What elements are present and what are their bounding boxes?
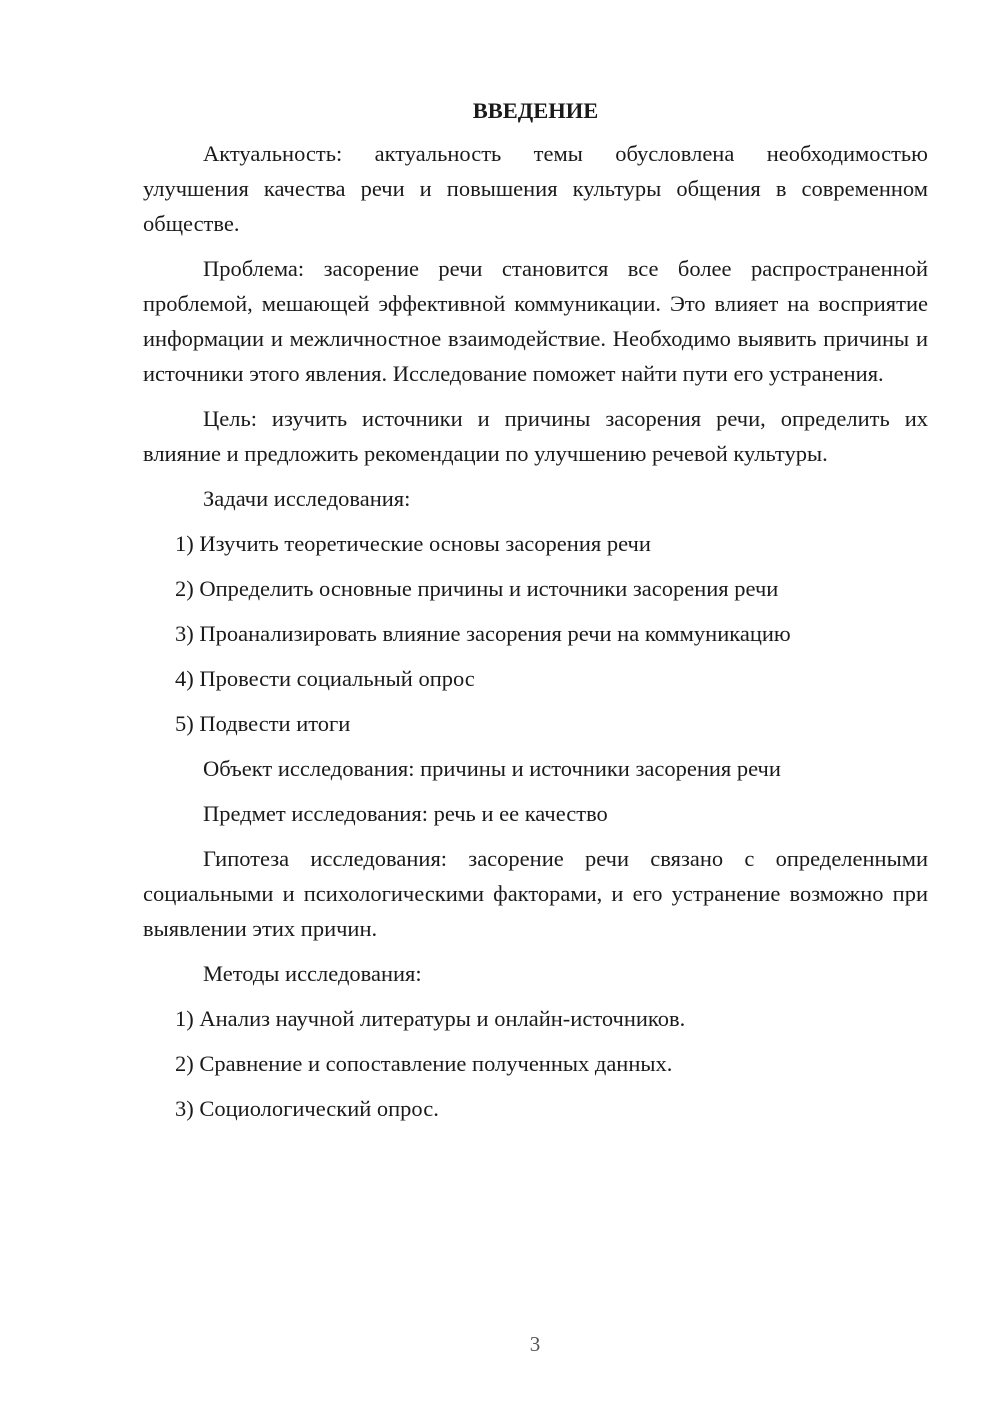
page-number: 3 (529, 1332, 541, 1356)
page-content (143, 96, 928, 1136)
list-item: 5) Подвести итоги (175, 711, 351, 736)
problem-paragraph: Проблема: засорение речи становится все более распространенной проблемой, мешающей эффективной коммуникации. Это влияет на восприятие информации и межличностное взаимодействие. Необходимо выявить причины и источники этого явления. Исследование поможет найти пути его устранения. (143, 256, 928, 386)
list-item: 1) Изучить теоретические основы засорения речи (175, 531, 651, 556)
section-heading: ВВЕДЕНИЕ (472, 98, 599, 123)
subject-line: Предмет исследования: речь и ее качество (203, 801, 608, 826)
list-item: 2) Сравнение и сопоставление полученных данных. (175, 1051, 673, 1076)
relevance-paragraph: Актуальность: актуальность темы обусловлена необходимостью улучшения качества речи и повышения культуры общения в современном обществе. (143, 141, 928, 236)
goal-paragraph: Цель: изучить источники и причины засорения речи, определить их влияние и предложить рекомендации по улучшению речевой культуры. (143, 406, 928, 466)
list-item: 4) Провести социальный опрос (175, 666, 475, 691)
list-item: 3) Проанализировать влияние засорения речи на коммуникацию (175, 621, 791, 646)
list-item: 2) Определить основные причины и источники засорения речи (175, 576, 779, 601)
methods-label: Методы исследования: (203, 961, 422, 986)
object-line: Объект исследования: причины и источники засорения речи (203, 756, 781, 781)
list-item: 3) Социологический опрос. (175, 1096, 439, 1121)
tasks-list (143, 526, 928, 741)
list-item: 1) Анализ научной литературы и онлайн-источников. (175, 1006, 686, 1031)
hypothesis-paragraph: Гипотеза исследования: засорение речи связано с определенными социальными и психологическими факторами, и его устранение возможно при выявлении этих причин. (143, 846, 928, 941)
tasks-label: Задачи исследования: (203, 486, 411, 511)
methods-list (143, 1001, 928, 1126)
